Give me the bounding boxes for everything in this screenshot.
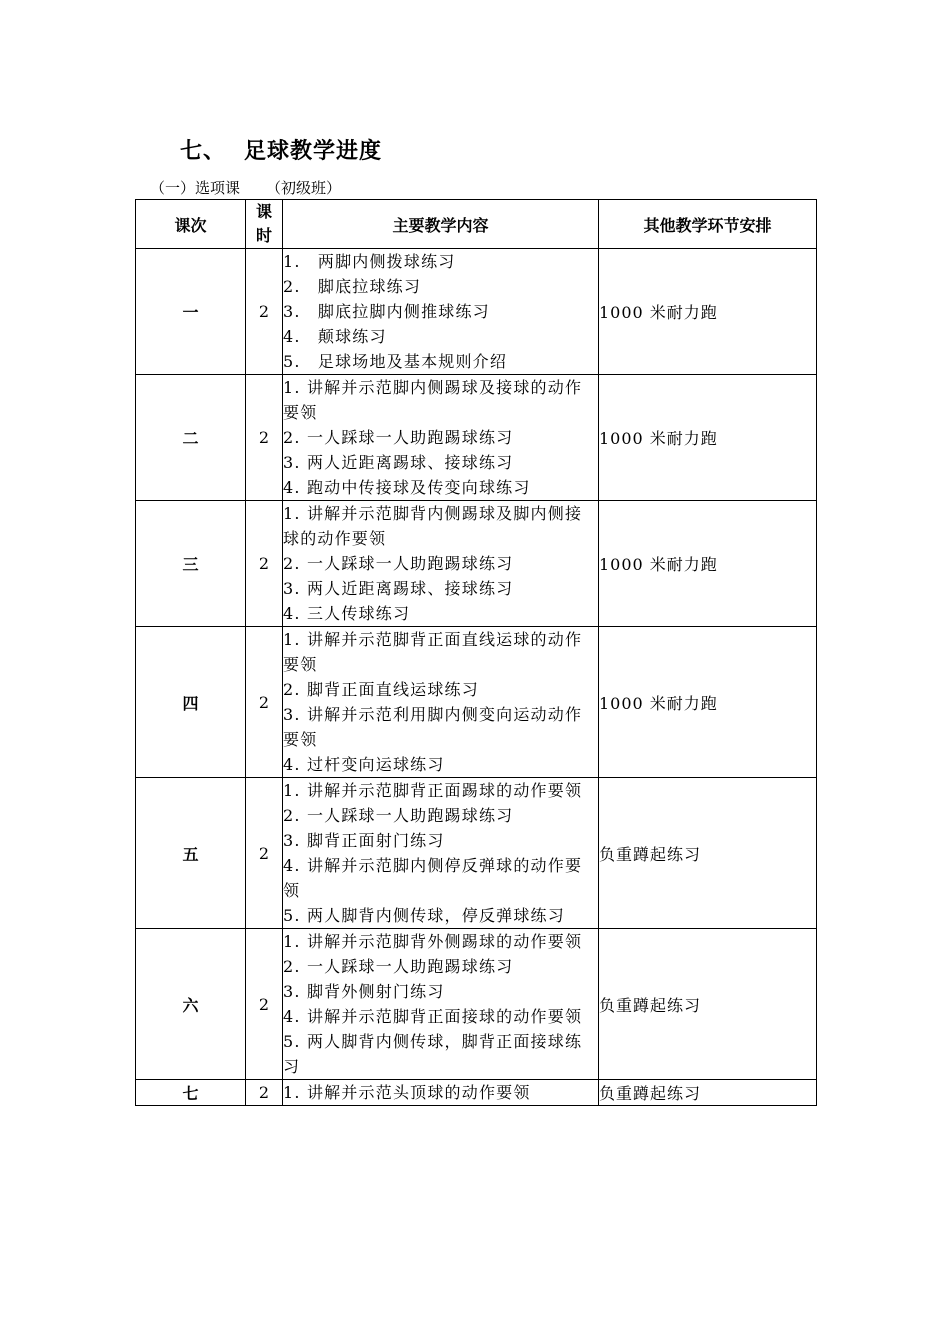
- section-title-text: 足球教学进度: [244, 138, 383, 164]
- header-hours-text: 课 时: [255, 202, 272, 245]
- subsection-heading: [150, 177, 341, 198]
- content-item: 3. 脚背外侧射门练习: [283, 982, 445, 1001]
- lesson-content: [283, 1080, 599, 1106]
- other-arrangement: 负重蹲起练习: [599, 929, 817, 1080]
- lesson-content: [283, 929, 599, 1080]
- content-item: 1. 讲解并示范脚背外侧踢球的动作要领: [283, 932, 583, 951]
- lesson-content: [283, 627, 599, 778]
- teaching-schedule-table: [135, 199, 817, 1106]
- course-type: （一）选项课: [150, 179, 241, 197]
- content-item: 4. 过杆变向运球练习: [283, 755, 445, 774]
- content-item: 1. 讲解并示范头顶球的动作要领: [283, 1083, 531, 1102]
- table-row: [136, 501, 817, 627]
- other-arrangement: 1000 米耐力跑: [599, 627, 817, 778]
- lesson-hours: 2: [246, 375, 283, 501]
- content-item: 2. 一人踩球一人助跑踢球练习: [283, 428, 514, 447]
- lesson-hours: 2: [246, 501, 283, 627]
- content-item: 5. 两人脚背内侧传球，停反弹球练习: [283, 906, 565, 925]
- other-arrangement: 负重蹲起练习: [599, 778, 817, 929]
- table-row: [136, 1080, 817, 1106]
- other-arrangement: 负重蹲起练习: [599, 1080, 817, 1106]
- other-arrangement: 1000 米耐力跑: [599, 249, 817, 375]
- content-item: 3. 脚底拉脚内侧推球练习: [283, 302, 490, 321]
- content-item: 4. 讲解并示范脚背正面接球的动作要领: [283, 1007, 583, 1026]
- content-item: 3. 讲解并示范利用脚内侧变向运动动作要领: [283, 705, 583, 749]
- content-item: 4. 三人传球练习: [283, 604, 411, 623]
- lesson-number: 二: [136, 375, 246, 501]
- lesson-number: 三: [136, 501, 246, 627]
- content-item: 3. 两人近距离踢球、接球练习: [283, 579, 514, 598]
- header-hours: [246, 200, 283, 249]
- lesson-number: 四: [136, 627, 246, 778]
- lesson-number: 六: [136, 929, 246, 1080]
- content-item: 1. 讲解并示范脚内侧踢球及接球的动作要领: [283, 378, 583, 422]
- header-other: 其他教学环节安排: [599, 200, 817, 249]
- content-item: 2. 脚底拉球练习: [283, 277, 422, 296]
- content-item: 5. 两人脚背内侧传球，脚背正面接球练习: [283, 1032, 583, 1076]
- course-level: （初级班）: [266, 179, 342, 197]
- content-item: 4. 颠球练习: [283, 327, 387, 346]
- content-item: 4. 跑动中传接球及传变向球练习: [283, 478, 531, 497]
- section-number: 七、: [180, 138, 227, 164]
- content-item: 2. 一人踩球一人助跑踢球练习: [283, 957, 514, 976]
- table-row: [136, 929, 817, 1080]
- table-row: [136, 778, 817, 929]
- table-row: [136, 375, 817, 501]
- section-title: [180, 134, 382, 165]
- content-item: 1. 讲解并示范脚背内侧踢球及脚内侧接球的动作要领: [283, 504, 583, 548]
- content-item: 1. 讲解并示范脚背正面踢球的动作要领: [283, 781, 583, 800]
- lesson-content: [283, 778, 599, 929]
- lesson-content: [283, 375, 599, 501]
- header-lesson: 课次: [136, 200, 246, 249]
- lesson-content: [283, 249, 599, 375]
- content-item: 5. 足球场地及基本规则介绍: [283, 352, 508, 371]
- lesson-number: 一: [136, 249, 246, 375]
- table-body: [136, 249, 817, 1106]
- content-item: 4. 讲解并示范脚内侧停反弹球的动作要领: [283, 856, 583, 900]
- lesson-content: [283, 501, 599, 627]
- content-item: 2. 脚背正面直线运球练习: [283, 680, 479, 699]
- content-item: 2. 一人踩球一人助跑踢球练习: [283, 554, 514, 573]
- lesson-hours: 2: [246, 249, 283, 375]
- lesson-number: 五: [136, 778, 246, 929]
- content-item: 2. 一人踩球一人助跑踢球练习: [283, 806, 514, 825]
- lesson-hours: 2: [246, 627, 283, 778]
- table-row: [136, 627, 817, 778]
- table-header-row: [136, 200, 817, 249]
- other-arrangement: 1000 米耐力跑: [599, 501, 817, 627]
- content-item: 3. 两人近距离踢球、接球练习: [283, 453, 514, 472]
- content-item: 3. 脚背正面射门练习: [283, 831, 445, 850]
- lesson-hours: 2: [246, 929, 283, 1080]
- lesson-hours: 2: [246, 1080, 283, 1106]
- lesson-number: 七: [136, 1080, 246, 1106]
- lesson-hours: 2: [246, 778, 283, 929]
- header-content: 主要教学内容: [283, 200, 599, 249]
- content-item: 1. 讲解并示范脚背正面直线运球的动作要领: [283, 630, 583, 674]
- content-item: 1. 两脚内侧拨球练习: [283, 252, 456, 271]
- table-row: [136, 249, 817, 375]
- other-arrangement: 1000 米耐力跑: [599, 375, 817, 501]
